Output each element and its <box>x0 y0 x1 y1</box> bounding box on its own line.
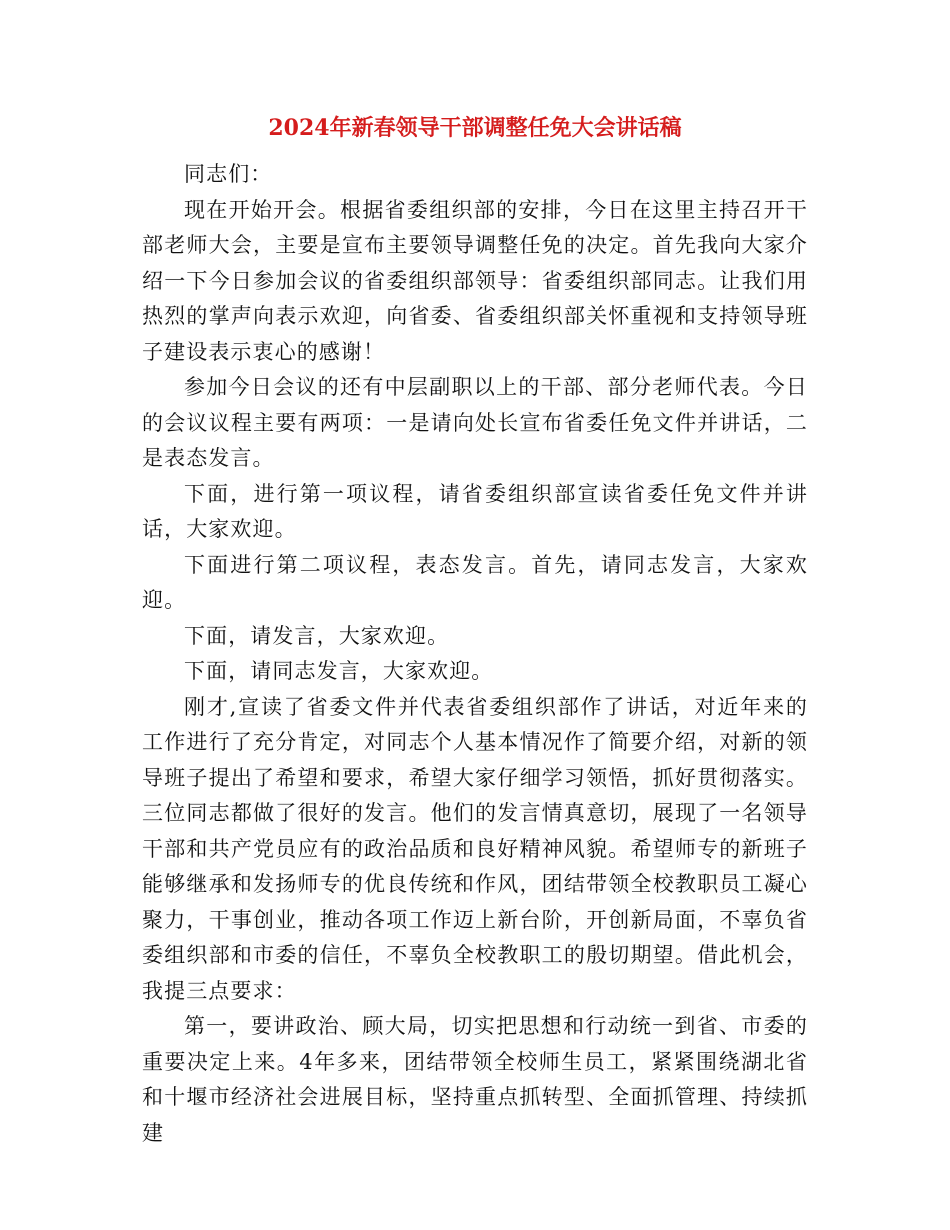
paragraph-opening: 现在开始开会。根据省委组织部的安排，今日在这里主持召开干部老师大会，主要是宣布主要领导调整任免的决定。首先我向大家介绍一下今日参加会议的省委组织部领导：省委组织部同志。让我们用热烈的掌声向表示欢迎，向省委、省委组织部关怀重视和支持领导班子建设表示衷心的感谢！ <box>142 197 808 364</box>
document-title: 2024年新春领导干部调整任免大会讲话稿 <box>268 115 682 141</box>
greeting-paragraph: 同志们： <box>184 162 273 186</box>
paragraph-speaker-b: 下面，请同志发言，大家欢迎。 <box>184 659 494 683</box>
document-body <box>142 157 808 1151</box>
paragraph-item-two: 下面进行第二项议程，表态发言。首先，请同志发言，大家欢迎。 <box>142 552 808 612</box>
paragraph-speaker-a: 下面，请发言，大家欢迎。 <box>184 623 450 648</box>
paragraph-requirement-one: 第一，要讲政治、顾大局，切实把思想和行动统一到省、市委的重要决定上来。4年多来，团结带领全校师生员工，紧紧围绕湖北省和十堰市经济社会进展目标，坚持重点抓转型、全面抓管理、持续抓建 <box>142 1014 808 1145</box>
paragraph-item-one: 下面，进行第一项议程，请省委组织部宣读省委任免文件并讲话，大家欢迎。 <box>142 481 808 541</box>
paragraph-agenda: 参加今日会议的还有中层副职以上的干部、部分老师代表。今日的会议议程主要有两项：一是请向处长宣布省委任免文件并讲话，二是表态发言。 <box>142 375 808 470</box>
paragraph-summary: 刚才,宣读了省委文件并代表省委组织部作了讲话，对近年来的工作进行了充分肯定，对同志个人基本情况作了简要介绍，对新的领导班子提出了希望和要求，希望大家仔细学习领悟，抓好贯彻落实。三位同志都做了很好的发言。他们的发言情真意切，展现了一名领导干部和共产党员应有的政治品质和良好精神风貌。希望师专的新班子能够继承和发扬师专的优良传统和作风，团结带领全校教职员工凝心聚力，干事创业，推动各项工作迈上新台阶，开创新局面，不辜负省委组织部和市委的信任，不辜负全校教职工的殷切期望。借此机会，我提三点要求： <box>142 694 808 1003</box>
